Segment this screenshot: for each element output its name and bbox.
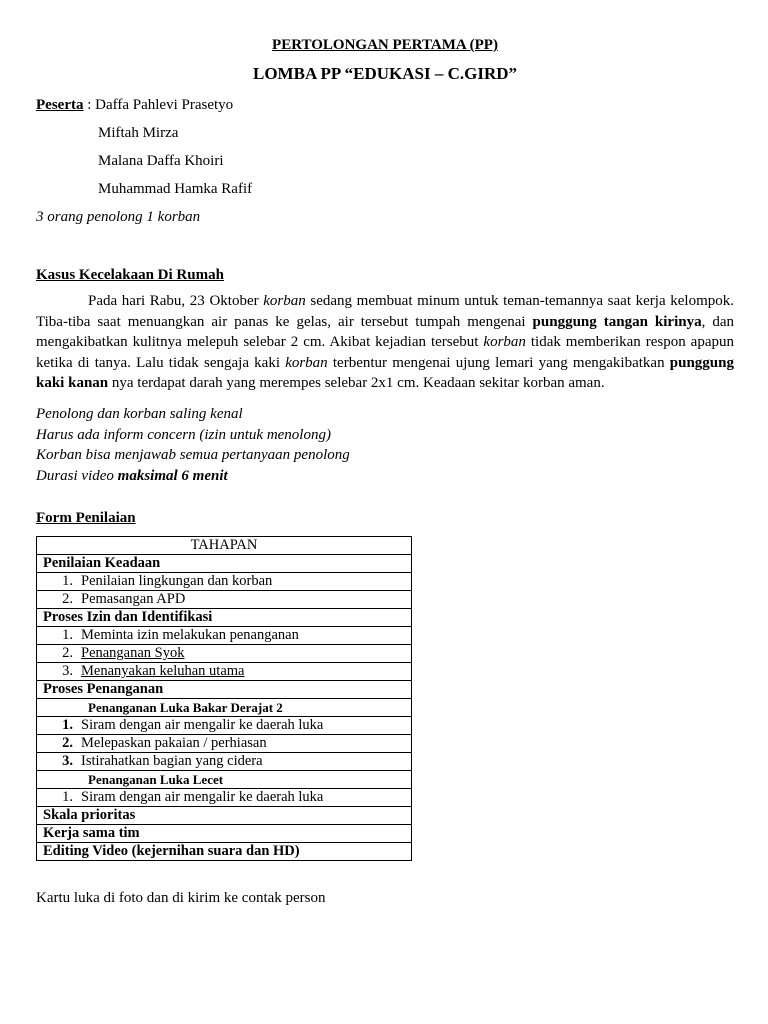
subsection-title: Penanganan Luka Lecet [37,771,412,789]
document-subtitle: LOMBA PP “EDUKASI – C.GIRD” [253,64,517,83]
participants-separator: : [83,97,96,113]
table-header: TAHAPAN [37,537,412,555]
table-row [37,735,412,753]
item-text: Menanyakan keluhan utama [81,663,245,679]
section-title: Skala prioritas [37,807,412,825]
item-text: Siram dengan air mengalir ke daerah luka [81,717,324,733]
table-row [37,537,412,555]
case-text: tidak memberikan respon apapun ketika di tanya. Lalu tidak sengaja kaki [36,334,735,371]
item-text: Siram dengan air mengalir ke daerah luka [81,789,324,805]
team-composition: 3 orang penolong 1 korban [36,209,201,225]
item-text: Penanganan Syok [81,645,185,661]
table-item [37,717,412,735]
table-row [37,825,412,843]
item-number: 1. [62,627,73,643]
table-row [37,663,412,681]
table-row [37,573,412,591]
table-row [37,645,412,663]
participant-name: Miftah Mirza [98,125,179,141]
case-text: terbentur mengenai ujung lemari yang mengakibatkan [327,354,670,371]
participant-name: Malana Daffa Khoiri [98,153,224,169]
note-line: Harus ada inform concern (izin untuk menolong) [36,426,331,443]
item-text: Istirahatkan bagian yang cidera [81,753,263,769]
case-text: , dan mengakibatkan kulitnya melepuh selebar 2 cm. Akibat kejadian tersebut [36,313,734,350]
duration-limit: maksimal 6 menit [117,467,228,484]
note-line: Korban bisa menjawab semua pertanyaan penolong [36,447,350,463]
item-number: 2. [62,645,73,661]
item-text: Pemasangan APD [81,591,186,607]
note-line: Penolong dan korban saling kenal [36,406,243,422]
case-text: Pada hari Rabu, 23 Oktober [88,293,264,309]
item-number: 2. [62,591,73,607]
participants-line [36,95,233,115]
case-text: sedang membuat minum untuk teman-temannya saat kerja kelompok. Tiba-tiba saat menuangkan air panas ke gelas, air tersebut tumpah mengenai [36,293,735,330]
table-item [37,789,412,807]
table-row [37,843,412,861]
item-number: 3. [62,753,73,769]
table-item [37,735,412,753]
participant-name: Muhammad Hamka Rafif [98,181,253,197]
table-item [37,591,412,609]
case-text-italic: korban [285,354,328,371]
item-number: 1. [62,573,73,589]
table-row [37,771,412,789]
section-title: Proses Penanganan [37,681,412,699]
case-heading: Kasus Kecelakaan Di Rumah [36,267,224,283]
assessment-form-table [36,536,412,861]
table-item [37,645,412,663]
footer-note: Kartu luka di foto dan di kirim ke contak person [36,890,326,906]
item-number: 1. [62,717,73,733]
table-row [37,609,412,627]
table-row [37,591,412,609]
table-item [37,573,412,591]
participant-name: Daffa Pahlevi Prasetyo [95,97,234,113]
form-heading: Form Penilaian [36,510,136,526]
item-number: 1. [62,789,73,805]
table-item [37,627,412,645]
table-row [37,699,412,717]
section-title: Kerja sama tim [37,825,412,843]
item-text: Penilaian lingkungan dan korban [81,573,273,589]
item-number: 3. [62,663,73,679]
item-text: Meminta izin melakukan penanganan [81,627,299,643]
table-item [37,663,412,681]
section-title: Editing Video (kejernihan suara dan HD) [37,843,412,861]
item-number: 2. [62,735,73,751]
case-text-italic: korban [263,293,306,309]
table-row [37,807,412,825]
table-row [37,789,412,807]
case-text-bold: punggung tangan kirinya [532,313,702,330]
table-item [37,753,412,771]
notes-block [36,404,350,486]
duration-prefix: Durasi video [36,467,118,484]
table-row [37,681,412,699]
case-text: nya terdapat darah yang merempes selebar 2x1 cm. Keadaan sekitar korban aman. [108,375,605,391]
table-row [37,555,412,573]
table-row [37,717,412,735]
subsection-title: Penanganan Luka Bakar Derajat 2 [37,699,412,717]
case-text-bold: punggung kaki kanan [36,354,734,391]
section-title: Penilaian Keadaan [37,555,412,573]
participants-label: Peserta [36,97,84,113]
section-title: Proses Izin dan Identifikasi [37,609,412,627]
case-paragraph [36,291,734,394]
table-row [37,627,412,645]
document-title: PERTOLONGAN PERTAMA (PP) [272,37,498,53]
table-row [37,753,412,771]
item-text: Melepaskan pakaian / perhiasan [81,735,267,751]
duration-note [36,466,350,487]
case-text-italic: korban [483,334,526,350]
